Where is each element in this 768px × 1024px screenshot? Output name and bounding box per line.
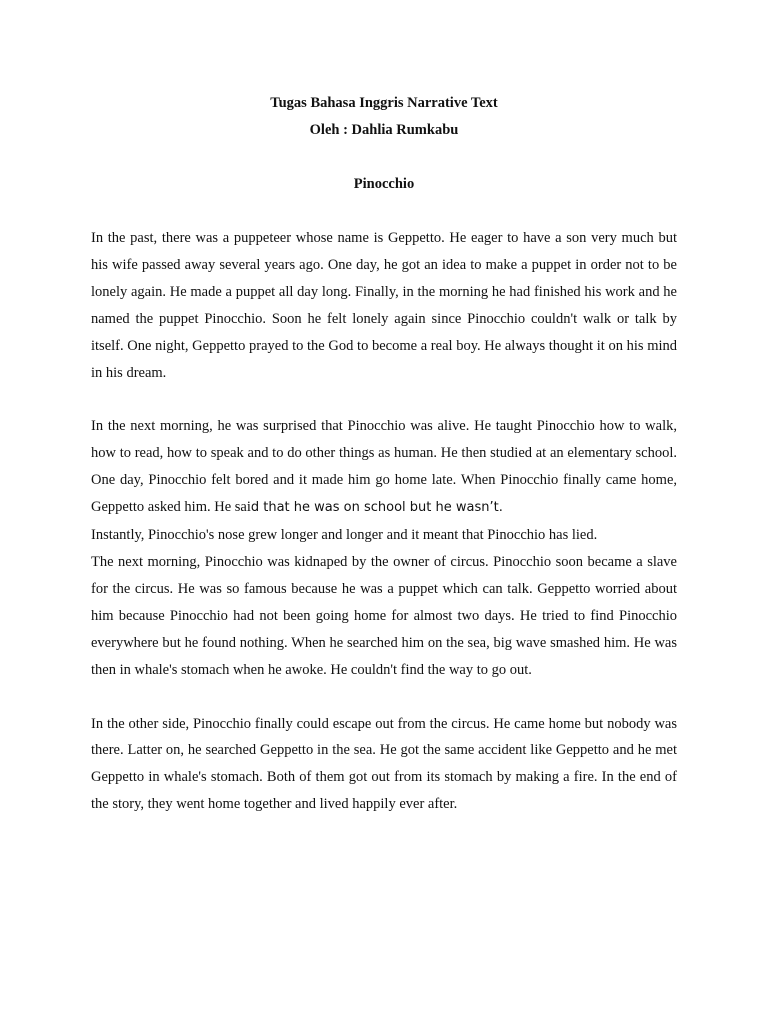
story-title: Pinocchio [353,176,415,192]
paragraph-5: In the other side, Pinocchio finally could escape out from the circus. He came home but nobody was there. Latter on, he searched Geppetto in the sea. He got the same accident like Geppetto and he met Geppetto in whale's stomach. Both of them got out from its stomach by making a fire. In the end of the story, they went home together and lived happily ever after. [91,715,677,813]
paragraph-gap [91,386,677,413]
assignment-title: Tugas Bahasa Inggris Narrative Text [270,95,498,111]
paragraph-2 [91,413,677,522]
paragraph-2-text: In the next morning, he was surprised that Pinocchio was alive. He taught Pinocchio how to walk, how to read, how to speak and to do other things as human. He then studied at an elementary school. One day, Pinocchio felt bored and it made him go home late. When Pinocchio finally came home, Geppetto asked him. He sai [91,418,677,516]
paragraph-gap [91,684,677,711]
paragraph-1: In the past, there was a puppeteer whose name is Geppetto. He eager to have a son very much but his wife passed away several years ago. One day, he got an idea to make a puppet in order not to be lonely again. He made a puppet all day long. Finally, in the morning he had finished his work and he named the puppet Pinocchio. Soon he felt lonely again since Pinocchio couldn't walk or talk by itself. One night, Geppetto prayed to the God to become a real boy. He always thought it on his mind in his dream. [91,230,677,381]
paragraph-3: Instantly, Pinocchio's nose grew longer and longer and it meant that Pinocchio has lied. [91,527,598,544]
author-line: Oleh : Dahlia Rumkabu [309,122,459,138]
paragraph-4: The next morning, Pinocchio was kidnaped by the owner of circus. Pinocchio soon became a slave for the circus. He was so famous because he was a puppet which can talk. Geppetto worried about him because Pinocchio had not been going home for almost two days. He tried to find Pinocchio everywhere but he found nothing. When he searched him on the sea, big wave smashed him. He was then in whale's stomach when he awoke. He couldn't find the way to go out. [91,553,677,678]
paragraph-2-alt-font-text: d that he was on school but he wasn’t. [250,500,503,516]
